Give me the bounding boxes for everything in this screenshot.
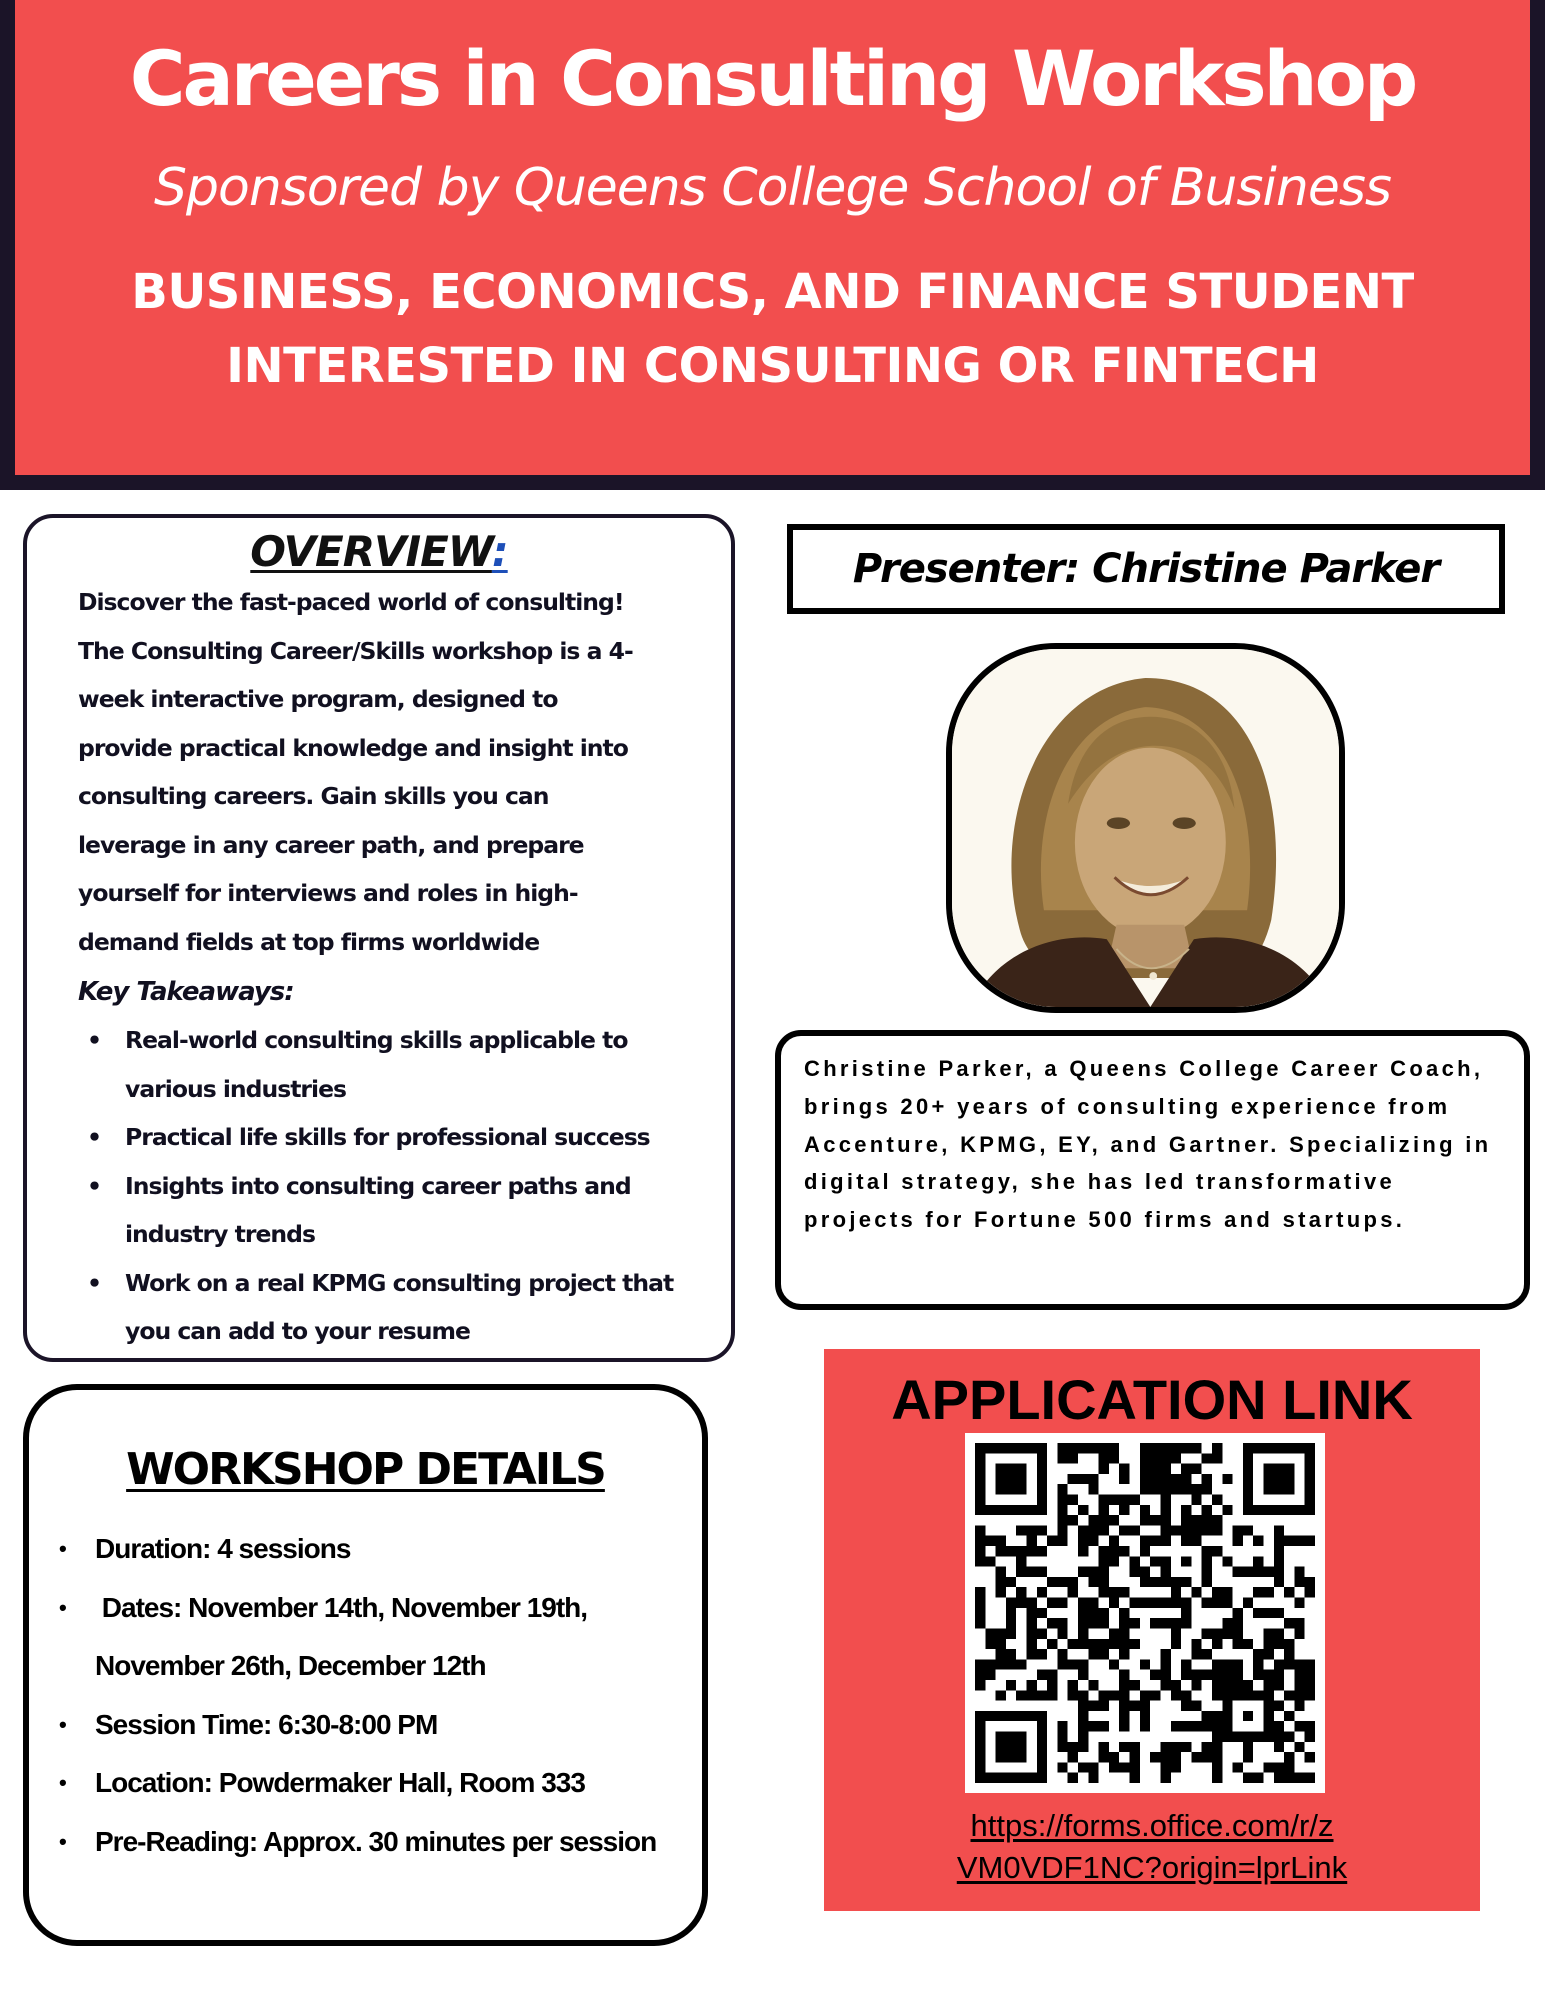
list-item (59, 1579, 679, 1696)
application-heading: APPLICATION LINK (891, 1368, 1413, 1431)
header-panel (15, 0, 1530, 475)
bullet-icon: • (87, 1268, 102, 1297)
bullet-icon: • (87, 1026, 102, 1054)
presenter-photo (946, 643, 1345, 1013)
key-takeaways-heading: Key Takeaways: (78, 977, 294, 1007)
application-link-line-2[interactable]: VM0VDF1NC?origin=lprLink (956, 1850, 1348, 1885)
detail-session-time: Session Time: 6:30-8:00 PM (95, 1708, 438, 1740)
portrait-image-icon (952, 649, 1339, 1007)
application-link-line-1[interactable]: https://forms.office.com/r/z (970, 1808, 1334, 1843)
detail-pre-reading: Pre-Reading: Approx. 30 minutes per session (95, 1825, 657, 1857)
overview-line: demand fields at top firms worldwide (78, 927, 540, 956)
overview-line: leverage in any career path, and prepare (78, 830, 584, 859)
bullet-icon: • (59, 1770, 66, 1795)
detail-location: Location: Powdermaker Hall, Room 333 (95, 1767, 585, 1798)
takeaway-text: Real-world consulting skills applicable to various industries (125, 1026, 628, 1103)
list-item (59, 1813, 679, 1872)
bullet-icon: • (59, 1828, 66, 1854)
overview-card (23, 514, 735, 1362)
bullet-icon: • (59, 1711, 66, 1737)
list-item (59, 1696, 679, 1755)
presenter-bio-text: Christine Parker, a Queens College Career Coach, brings 20+ years of consulting experience from Accenture, KPMG, EY, and Gartner. Specializing in digital strategy, she has led transformative projects for Fortune 500 firms and startups. (804, 1056, 1492, 1233)
overview-heading (27, 526, 731, 578)
takeaway-text: Insights into consulting career paths and industry trends (125, 1171, 631, 1248)
workshop-details-heading-text: WORKSHOP DETAILS (126, 1444, 605, 1495)
bullet-icon: • (59, 1536, 66, 1561)
audience-text (15, 255, 1530, 403)
list-item (87, 1016, 687, 1113)
application-card (824, 1349, 1480, 1911)
sponsor-subtitle: Sponsored by Queens College School of Business (153, 158, 1391, 218)
list-item (59, 1520, 679, 1579)
bullet-icon: • (87, 1171, 102, 1200)
list-item (87, 1162, 687, 1259)
overview-line: consulting careers. Gain skills you can (78, 782, 549, 810)
overview-line: yourself for interviews and roles in high- (78, 879, 578, 907)
overview-line: Discover the fast-paced world of consulting! (78, 588, 624, 616)
presenter-label-box: Presenter: Christine Parker (787, 524, 1505, 614)
workshop-details-card (23, 1384, 708, 1946)
list-item (87, 1259, 687, 1356)
presenter-bio-card (775, 1030, 1530, 1310)
audience-line-2: INTERESTED IN CONSULTING OR FINTECH (226, 338, 1319, 394)
overview-description (78, 578, 698, 966)
takeaway-text: Work on a real KPMG consulting project that you can add to your resume (125, 1268, 674, 1345)
overview-heading-text: OVERVIEW (250, 527, 492, 576)
application-link[interactable] (824, 1805, 1480, 1889)
workshop-details-list (59, 1520, 679, 1871)
qr-code-icon (975, 1443, 1315, 1783)
page-title: Careers in Consulting Workshop (129, 34, 1416, 123)
header-banner (0, 0, 1545, 490)
overview-line: provide practical knowledge and insight into (78, 733, 628, 762)
key-takeaways-list (87, 1016, 687, 1356)
workshop-details-heading (29, 1440, 702, 1500)
detail-duration: Duration: 4 sessions (95, 1533, 351, 1564)
bullet-icon: • (87, 1123, 102, 1151)
list-item (59, 1754, 679, 1813)
takeaway-text: Practical life skills for professional success (125, 1123, 650, 1151)
detail-dates: Dates: November 14th, November 19th, November 26th, December 12th (95, 1591, 594, 1681)
list-item (87, 1113, 687, 1162)
overview-line: The Consulting Career/Skills workshop is a 4- (78, 636, 633, 665)
overview-line: week interactive program, designed to (78, 685, 558, 713)
bullet-icon: • (59, 1594, 66, 1620)
overview-heading-colon: : (491, 527, 508, 576)
qr-code[interactable] (965, 1433, 1325, 1793)
audience-line-1: BUSINESS, ECONOMICS, AND FINANCE STUDENT (131, 264, 1414, 320)
